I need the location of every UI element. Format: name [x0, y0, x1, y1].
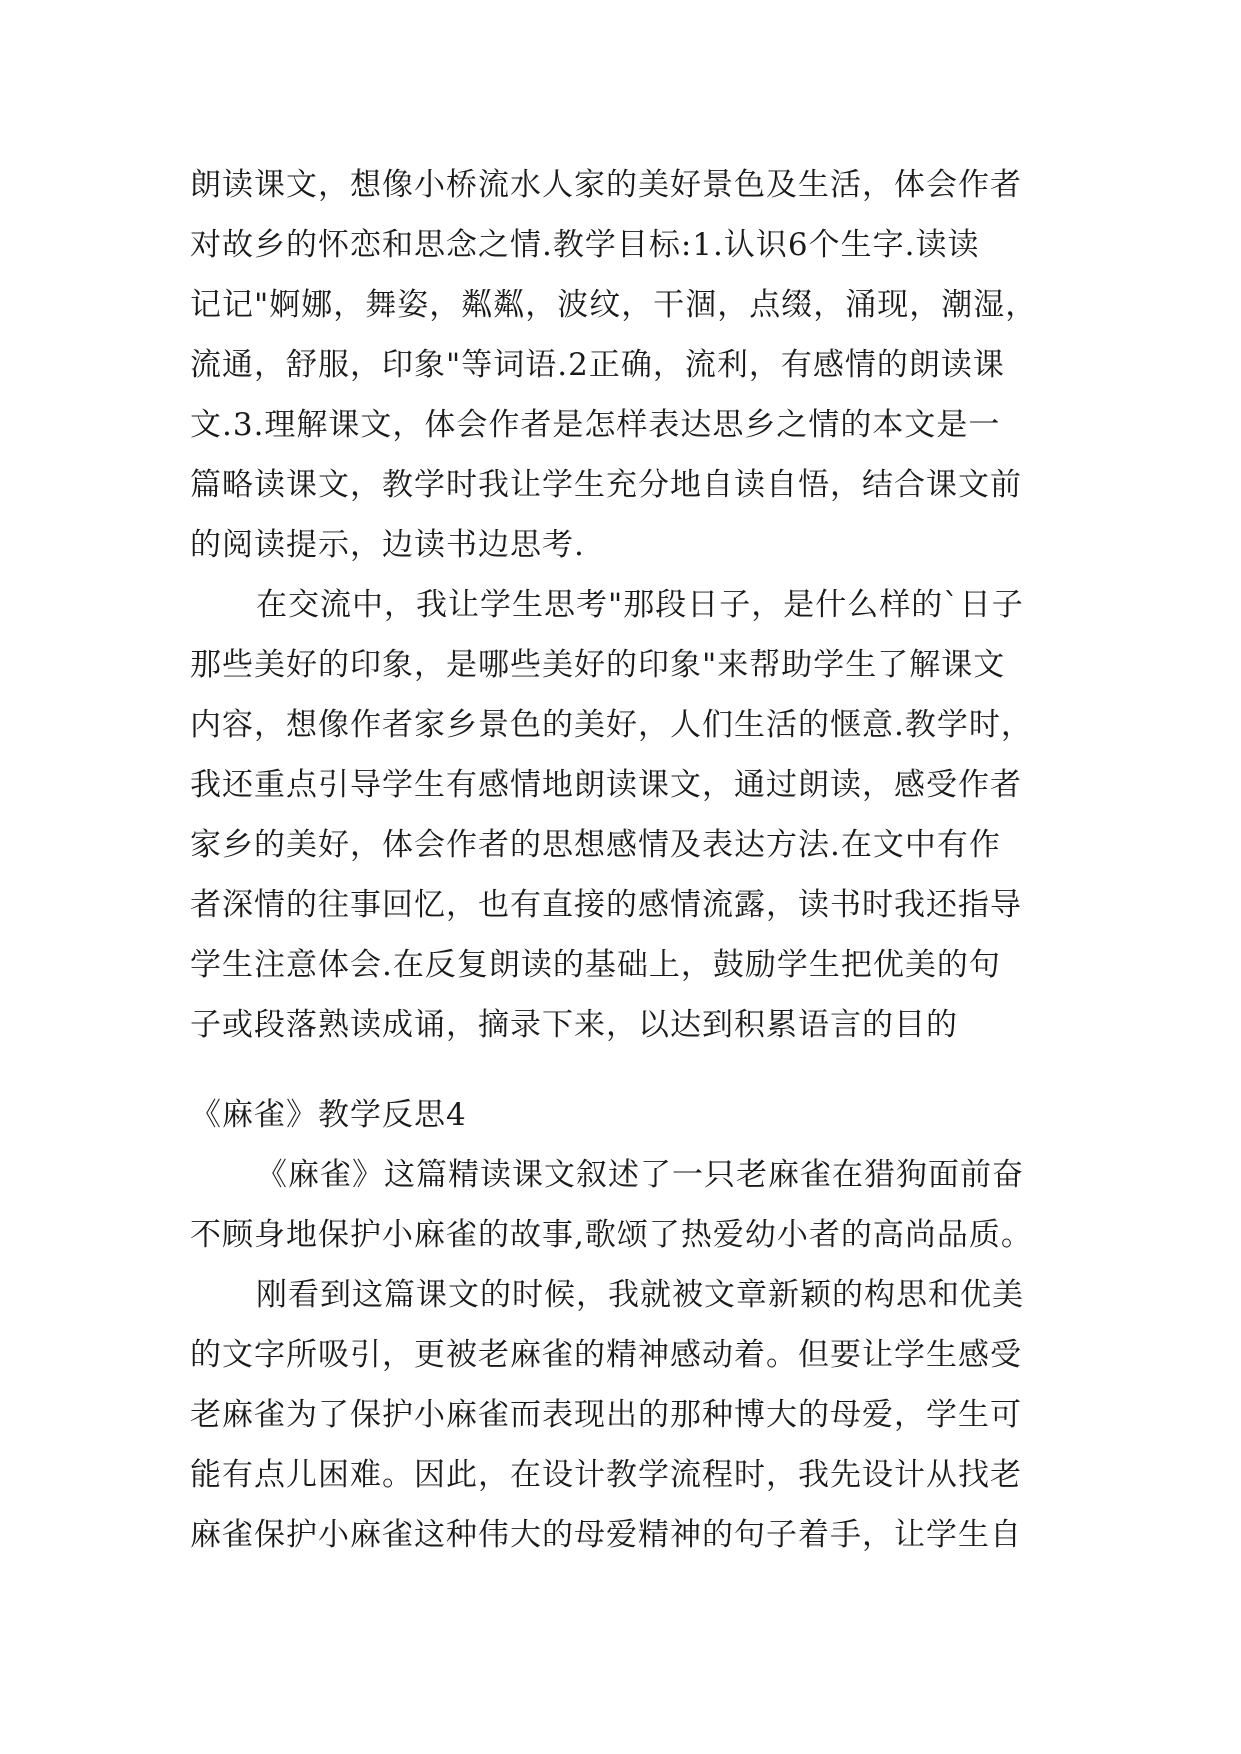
text-line: 内容，想像作者家乡景色的美好，人们生活的惬意.教学时，: [190, 707, 1033, 743]
text-line: 记记"婀娜，舞姿，粼粼，波纹，干涸，点缀，涌现，潮湿，: [190, 287, 1038, 323]
text-line: 子或段落熟读成诵，摘录下来，以达到积累语言的目的: [190, 1007, 958, 1043]
text-line: 《麻雀》这篇精读课文叙述了一只老麻雀在猎狗面前奋: [256, 1157, 1024, 1193]
text-line: 刚看到这篇课文的时候，我就被文章新颖的构思和优美: [256, 1277, 1024, 1313]
paragraph-4: [190, 1265, 1070, 1565]
text-line: 不顾身地保护小麻雀的故事,歌颂了热爱幼小者的高尚品质。: [190, 1217, 1033, 1253]
text-line: 那些美好的印象，是哪些美好的印象"来帮助学生了解课文: [190, 647, 1006, 683]
section-title: 《麻雀》教学反思4: [190, 1097, 467, 1133]
paragraph-3: [190, 1145, 1070, 1265]
paragraph-1: [190, 155, 1070, 575]
text-line: 文.3.理解课文，体会作者是怎样表达思乡之情的本文是一: [190, 407, 1001, 443]
text-line: 能有点儿困难。因此，在设计教学流程时，我先设计从找老: [190, 1457, 1022, 1493]
text-line: 老麻雀为了保护小麻雀而表现出的那种博大的母爱，学生可: [190, 1397, 1022, 1433]
text-line: 家乡的美好，体会作者的思想感情及表达方法.在文中有作: [190, 827, 1001, 863]
text-line: 者深情的往事回忆，也有直接的感情流露，读书时我还指导: [190, 887, 1022, 923]
text-line: 篇略读课文，教学时我让学生充分地自读自悟，结合课文前: [190, 467, 1022, 503]
text-line: 对故乡的怀恋和思念之情.教学目标:1.认识6个生字.读读: [190, 227, 980, 263]
text-line: 朗读课文，想像小桥流水人家的美好景色及生活，体会作者: [190, 167, 1022, 203]
text-line: 在交流中，我让学生思考"那段日子，是什么样的`日子: [256, 587, 1024, 623]
paragraph-2: [190, 575, 1070, 1055]
text-line: 的文字所吸引，更被老麻雀的精神感动着。但要让学生感受: [190, 1337, 1022, 1373]
text-line: 麻雀保护小麻雀这种伟大的母爱精神的句子着手，让学生自: [190, 1517, 1022, 1553]
text-line: 我还重点引导学生有感情地朗读课文，通过朗读，感受作者: [190, 767, 1022, 803]
text-line: 学生注意体会.在反复朗读的基础上，鼓励学生把优美的句: [190, 947, 1001, 983]
text-line: 的阅读提示，边读书边思考.: [190, 527, 585, 563]
text-line: 流通，舒服，印象"等词语.2正确，流利，有感情的朗读课: [190, 347, 1005, 383]
section-heading-block: [190, 1085, 1070, 1145]
